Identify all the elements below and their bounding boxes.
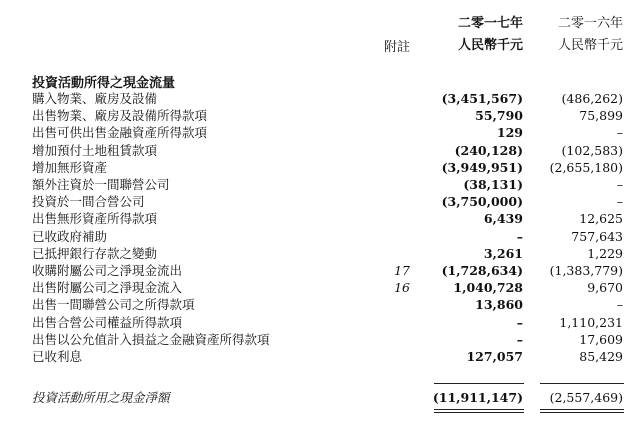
- row-value-2016: 17,609: [579, 331, 623, 347]
- table-row: [0, 142, 640, 159]
- net-cash-total-row: [0, 389, 640, 407]
- total-2016: (2,557,469): [549, 390, 623, 405]
- total-double-rule-top: [434, 409, 524, 410]
- row-value-2017: –: [516, 331, 523, 347]
- row-value-2016: (102,583): [561, 142, 623, 158]
- total-2017: (11,911,147): [432, 390, 523, 405]
- row-label: 出售一間聯營公司之所得款項: [32, 297, 195, 313]
- row-value-2017: (3,451,567): [441, 91, 523, 106]
- row-value-2016: –: [616, 297, 623, 313]
- row-label: 已收政府補助: [32, 228, 108, 244]
- row-value-2016: 12,625: [579, 211, 623, 227]
- row-label: 額外注資於一間聯營公司: [32, 177, 170, 192]
- note-header: 附註: [383, 40, 410, 55]
- row-value-2017: (1,728,634): [441, 263, 523, 278]
- row-value-2016: 75,899: [579, 108, 623, 124]
- table-row: [0, 193, 640, 210]
- table-row: [0, 176, 640, 193]
- row-note: 16: [394, 280, 410, 296]
- row-value-2016: 757,643: [571, 228, 623, 244]
- row-label: 出售物業、廠房及設備所得款項: [32, 108, 208, 124]
- year-2017-header: 二零一七年: [457, 16, 523, 31]
- row-value-2017: 3,261: [483, 245, 523, 261]
- table-row: [0, 314, 640, 331]
- row-label: 增加無形資產: [32, 159, 108, 175]
- row-label: 出售可供出售金融資產所得款項: [32, 125, 208, 141]
- row-value-2016: (2,655,180): [549, 159, 623, 175]
- row-label: 投資於一間合營公司: [32, 194, 145, 210]
- row-label: 收購附屬公司之淨現金流出: [32, 263, 183, 278]
- table-row: [0, 348, 640, 365]
- table-row: [0, 210, 640, 227]
- row-label: 出售合營公司權益所得款項: [32, 314, 183, 330]
- table-row: [0, 245, 640, 262]
- row-value-2017: 55,790: [475, 108, 523, 124]
- row-value-2017: 13,860: [475, 297, 523, 313]
- row-value-2016: –: [616, 194, 623, 210]
- table-row: [0, 107, 640, 124]
- row-value-2017: (3,750,000): [441, 194, 523, 210]
- section-title: 投資活動所得之現金流量: [32, 76, 176, 91]
- row-label: 出售以公允值計入損益之金融資產所得款項: [32, 331, 270, 347]
- row-label: 出售無形資產所得款項: [32, 211, 158, 227]
- total-2016-double-rule-bottom: [540, 412, 624, 413]
- row-label: 出售附屬公司之淨現金流入: [32, 280, 183, 296]
- year-2016-header: 二零一六年: [557, 16, 623, 31]
- table-row: [0, 262, 640, 279]
- table-row: [0, 279, 640, 296]
- row-value-2017: 1,040,728: [453, 280, 523, 296]
- row-value-2017: 129: [496, 125, 523, 141]
- row-value-2016: 85,429: [579, 349, 623, 364]
- row-value-2017: –: [516, 228, 523, 244]
- table-row: [0, 159, 640, 176]
- row-value-2016: –: [616, 177, 623, 192]
- total-2016-double-rule-top: [540, 409, 624, 410]
- unit-2017-header: 人民幣千元: [457, 38, 523, 53]
- table-row: [0, 228, 640, 245]
- subtotal-rule-2016: [540, 383, 624, 384]
- row-label: 已收利息: [32, 349, 83, 364]
- row-value-2017: (3,949,951): [441, 159, 523, 175]
- row-value-2017: –: [516, 314, 523, 330]
- total-label: 投資活動所用之現金淨額: [32, 390, 170, 405]
- unit-2016-header: 人民幣千元: [557, 38, 623, 53]
- table-row: [0, 90, 640, 107]
- total-double-rule-bottom: [434, 412, 524, 413]
- subtotal-rule: [434, 383, 524, 384]
- row-note: 17: [394, 263, 410, 278]
- row-label: 購入物業、廠房及設備: [32, 91, 158, 106]
- table-row: [0, 124, 640, 141]
- row-value-2016: 1,110,231: [559, 314, 623, 330]
- row-value-2016: 1,229: [587, 245, 623, 261]
- table-row: [0, 296, 640, 313]
- row-value-2017: 127,057: [466, 349, 523, 364]
- row-value-2016: (1,383,779): [549, 263, 623, 278]
- row-label: 增加預付土地租賃款項: [32, 142, 158, 158]
- row-value-2016: (486,262): [561, 91, 623, 106]
- row-value-2017: (38,131): [463, 177, 523, 192]
- row-value-2017: 6,439: [483, 211, 523, 227]
- row-value-2016: 9,670: [587, 280, 623, 296]
- row-value-2016: –: [616, 125, 623, 141]
- row-label: 已抵押銀行存款之變動: [32, 245, 158, 261]
- row-value-2017: (240,128): [454, 142, 523, 158]
- table-row: [0, 331, 640, 348]
